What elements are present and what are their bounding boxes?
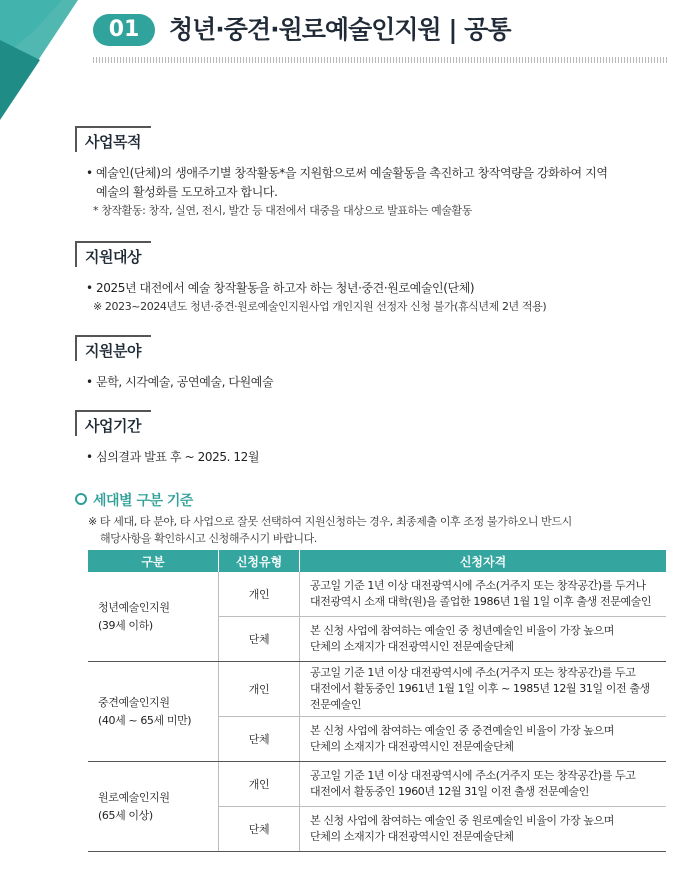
dotted-divider	[93, 57, 668, 63]
corner-decoration	[0, 0, 90, 125]
type-cell: 개인	[219, 662, 300, 717]
circle-icon	[75, 493, 87, 505]
column-header: 신청유형	[219, 550, 300, 572]
bullet-text: • 문학, 시각예술, 공연예술, 다원예술	[86, 375, 274, 389]
section-purpose	[75, 126, 675, 220]
column-header: 구분	[88, 550, 219, 572]
table-row	[88, 662, 666, 717]
table-header-row	[88, 550, 666, 572]
qualification-cell: 본 신청 사업에 참여하는 예술인 중 중견예술인 비율이 가장 높으며 단체의 소재지가 대전광역시인 전문예술단체	[300, 717, 667, 762]
section-number-badge: 01	[93, 14, 155, 46]
criteria-heading: 세대별 구분 기준	[75, 490, 193, 510]
footnote: ※ 2023~2024년도 청년·중견·원로예술인지원사업 개인지원 선정자 신청 불가(휴식년제 2년 적용)	[93, 300, 547, 313]
type-cell: 개인	[219, 572, 300, 617]
footnote: * 창작활동: 창작, 실연, 전시, 발간 등 대전에서 대중을 대상으로 발표하는 예술활동	[93, 204, 472, 217]
page-title: 청년·중견·원로예술인지원 | 공통	[169, 15, 511, 44]
category-cell: 중견예술인지원 (40세 ~ 65세 미만)	[88, 662, 219, 762]
criteria-table	[88, 550, 666, 852]
qualification-cell: 본 신청 사업에 참여하는 예술인 중 청년예술인 비율이 가장 높으며 단체의 소재지가 대전광역시인 전문예술단체	[300, 617, 667, 662]
section-title: 지원분야	[75, 335, 151, 361]
column-header: 신청자격	[300, 550, 667, 572]
section-title: 사업기간	[75, 410, 151, 436]
table-row	[88, 572, 666, 617]
section-target	[75, 241, 675, 316]
category-cell: 원로예술인지원 (65세 이상)	[88, 762, 219, 852]
qualification-cell: 본 신청 사업에 참여하는 예술인 중 원로예술인 비율이 가장 높으며 단체의 소재지가 대전광역시인 전문예술단체	[300, 807, 667, 852]
qualification-cell: 공고일 기준 1년 이상 대전광역시에 주소(거주지 또는 창작공간)를 두거나 대전광역시 소재 대학(원)을 졸업한 1986년 1월 1일 이후 출생 전문예술인	[300, 572, 667, 617]
criteria-warning: ※ 타 세대, 타 분야, 타 사업으로 잘못 선택하여 지원신청하는 경우, 최종제출 이후 조정 불가하오니 반드시 해당사항을 확인하시고 신청해주시기 바랍니다.	[88, 515, 572, 545]
bullet-text: • 2025년 대전에서 예술 창작활동을 하고자 하는 청년·중견·원로예술인(단체)	[86, 281, 475, 295]
bullet-text-cont: 예술의 활성화를 도모하고자 합니다.	[96, 185, 278, 199]
section-title: 사업목적	[75, 126, 151, 152]
bullet-text: • 예술인(단체)의 생애주기별 창작활동*을 지원함으로써 예술활동을 촉진하고 창작역량을 강화하여 지역	[86, 166, 608, 180]
section-title: 지원대상	[75, 241, 151, 267]
table-row	[88, 762, 666, 807]
qualification-cell: 공고일 기준 1년 이상 대전광역시에 주소(거주지 또는 창작공간)를 두고 대전에서 활동중인 1960년 12월 31일 이전 출생 전문예술인	[300, 762, 667, 807]
bullet-text: • 심의결과 발표 후 ~ 2025. 12월	[86, 450, 260, 464]
qualification-cell: 공고일 기준 1년 이상 대전광역시에 주소(거주지 또는 창작공간)를 두고 대전에서 활동중인 1961년 1월 1일 이후 ~ 1985년 12월 31일 이전 출생 전문예술인	[300, 662, 667, 717]
type-cell: 단체	[219, 807, 300, 852]
section-fields	[75, 335, 675, 392]
type-cell: 개인	[219, 762, 300, 807]
type-cell: 단체	[219, 617, 300, 662]
section-period	[75, 410, 675, 467]
category-cell: 청년예술인지원 (39세 이하)	[88, 572, 219, 662]
type-cell: 단체	[219, 717, 300, 762]
